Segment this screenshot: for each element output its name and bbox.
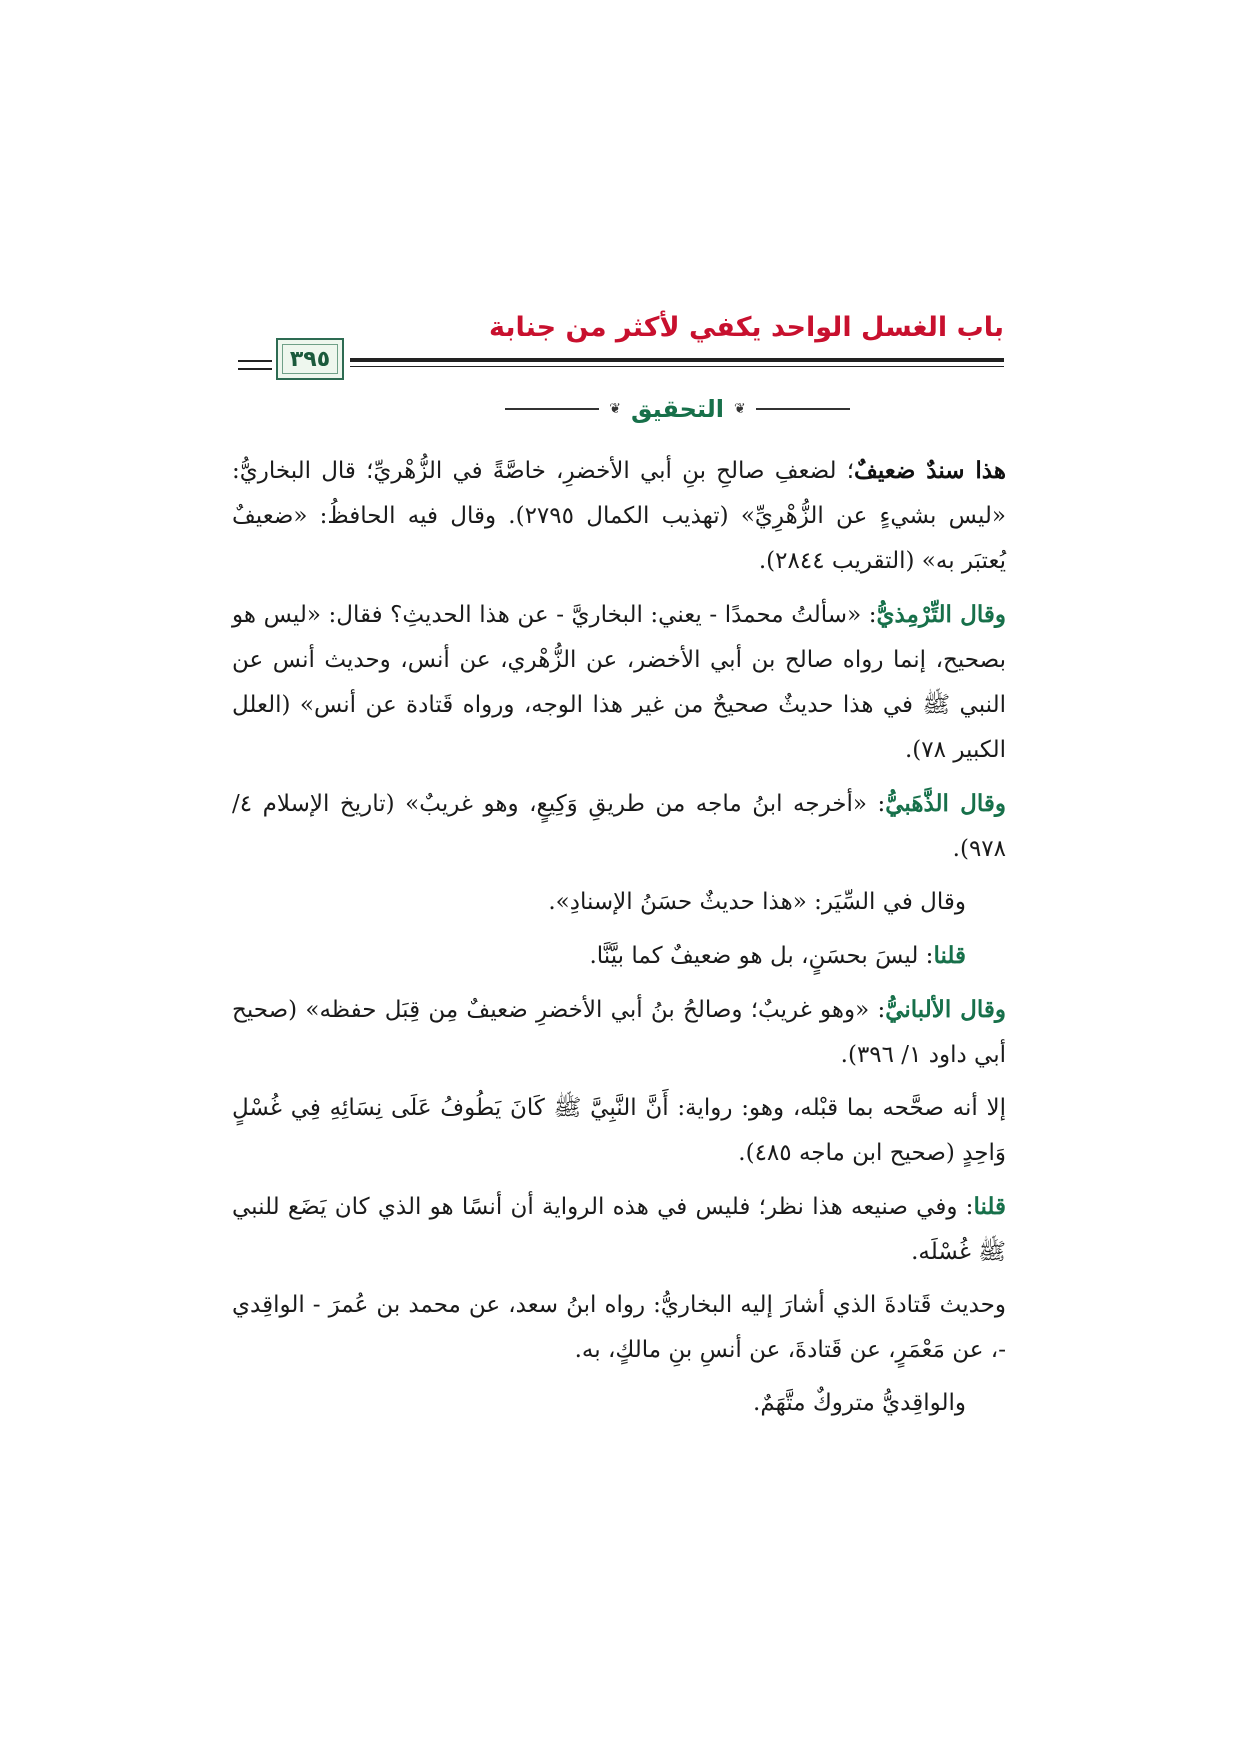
paragraph <box>232 781 1006 872</box>
ornament-icon: ❦ <box>609 401 621 417</box>
paragraph <box>232 448 1006 584</box>
ornament-line <box>756 408 850 410</box>
paragraph <box>232 1086 1006 1176</box>
paragraph <box>232 1184 1006 1275</box>
ornament-icon: ❦ <box>734 401 746 417</box>
chapter-title: باب الغسل الواحد يكفي لأكثر من جنابة <box>488 312 1004 343</box>
paragraph-label: وقال التِّرْمِذيُّ <box>876 601 1006 628</box>
section-heading <box>505 392 850 426</box>
header-rule-thin <box>350 366 1004 367</box>
paragraph-text: : «أخرجه ابنُ ماجه من طريقِ وَكِيعٍ، وهو غريبٌ» (تاريخ الإسلام ٤/ ٩٧٨). <box>232 791 1006 862</box>
paragraph <box>232 880 1006 925</box>
paragraph-label: وقال الذَّهَبيُّ <box>885 790 1006 817</box>
header-rule-left <box>238 360 272 362</box>
paragraph-text: إلا أنه صحَّحه بما قبْله، وهو: رواية: أَنَّ النَّبِيَّ ﷺ كَانَ يَطُوفُ عَلَى نِسَائِهِ فِي غُسْلٍ وَاحِدٍ (صحيح ابن ماجه ٤٨٥). <box>232 1095 1006 1166</box>
paragraph-text: وحديث قَتادةَ الذي أشارَ إليه البخاريُّ: رواه ابنُ سعد، عن محمد بن عُمرَ - الواقِدي -، عن مَعْمَرٍ، عن قَتادةَ، عن أنسِ بنِ مالكٍ، به. <box>232 1292 1006 1363</box>
page-number-badge <box>276 338 344 380</box>
paragraph-text: والواقِديُّ متروكٌ متَّهَمٌ. <box>753 1390 966 1416</box>
page-header <box>238 312 1004 382</box>
paragraph-label: هذا سندٌ ضعيفٌ <box>854 457 1006 484</box>
main-text <box>232 448 1006 1434</box>
paragraph-text: : «سألتُ محمدًا - يعني: البخاريَّ - عن هذا الحديثِ؟ فقال: «ليس هو بصحيح، إنما رواه صالح بن أبي الأخضر، عن الزُّهْري، عن أنس، وحديث أنس عن النبي ﷺ في هذا حديثٌ صحيحٌ من غير هذا الوجه، ورواه قَتادة عن أنس» (العلل الكبير ٧٨). <box>232 602 1006 763</box>
paragraph-text: : «وهو غريبٌ؛ وصالحُ بنُ أبي الأخضرِ ضعيفٌ مِن قِبَل حفظه» (صحيح أبي داود ١/ ٣٩٦). <box>232 997 1006 1068</box>
paragraph-label: قلنا <box>973 1193 1006 1220</box>
paragraph-text: : وفي صنيعه هذا نظر؛ فليس في هذه الرواية أن أنسًا هو الذي كان يَضَع للنبي ﷺ غُسْلَه. <box>232 1194 1006 1265</box>
section-title: التحقيق <box>630 395 725 423</box>
paragraph-text: وقال في السِّيَر: «هذا حديثٌ حسَنُ الإسنادِ». <box>548 889 966 915</box>
page-number: ٣٩٥ <box>289 346 331 372</box>
paragraph <box>232 1283 1006 1373</box>
paragraph-text: : ليسَ بحسَنٍ، بل هو ضعيفٌ كما بيَّنَّا. <box>589 943 934 969</box>
paragraph-text: ؛ لضعفِ صالحِ بنِ أبي الأخضرِ، خاصَّةً في الزُّهْريِّ؛ قال البخاريُّ: «ليس بشيءٍ عن الزُّهْرِيِّ» (تهذيب الكمال ٢٧٩٥). وقال فيه الحافظُ: «ضعيفٌ يُعتبَر به» (التقريب ٢٨٤٤). <box>232 458 1006 574</box>
ornament-line <box>505 408 599 410</box>
paragraph-label: وقال الألبانيُّ <box>885 996 1006 1023</box>
paragraph <box>232 933 1006 979</box>
paragraph <box>232 1381 1006 1426</box>
paragraph <box>232 592 1006 773</box>
paragraph <box>232 987 1006 1078</box>
header-rule-left-thin <box>238 368 272 370</box>
paragraph-label: قلنا <box>933 942 966 969</box>
header-rule <box>350 358 1004 362</box>
